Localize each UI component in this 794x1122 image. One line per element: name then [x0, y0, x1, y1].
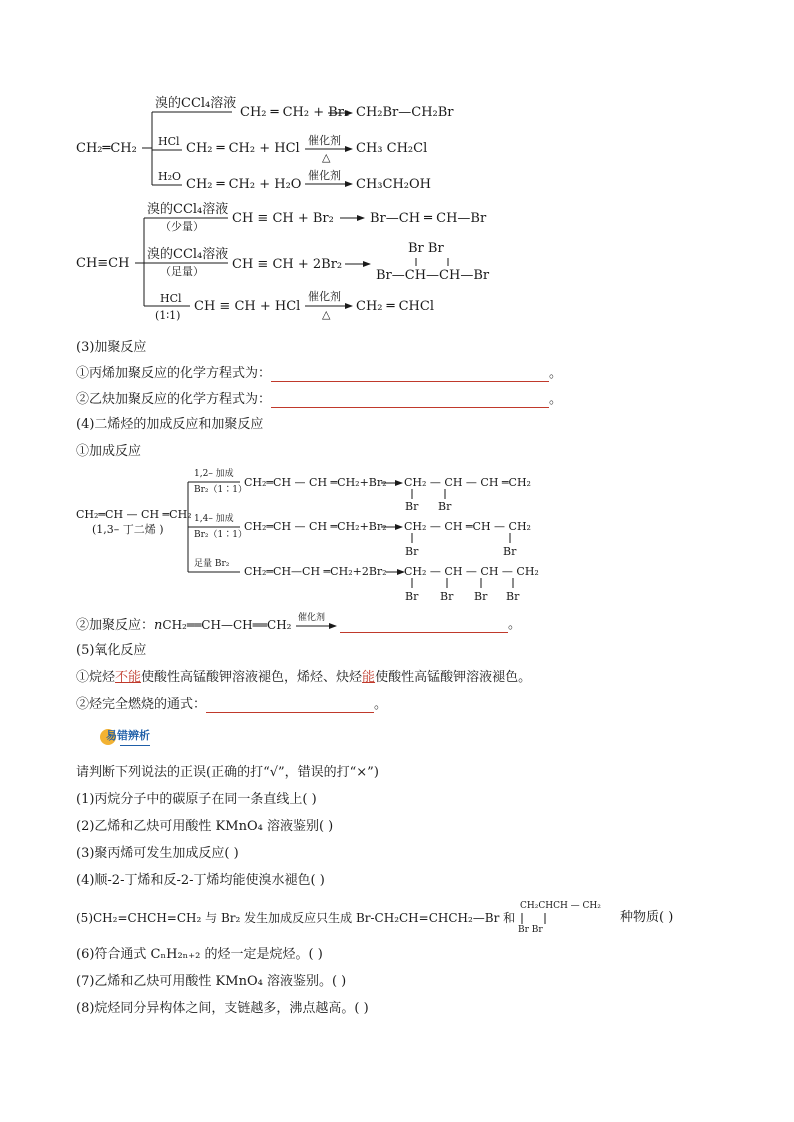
sec5-line1-c: 使酸性高锰酸钾溶液褪色。 — [375, 670, 532, 685]
sec4-sub2-equation: CH₂══CH—CH══CH₂ — [162, 618, 292, 632]
ethene-r3-catalyst: 催化剂 — [308, 169, 341, 182]
diene-b1-br2: Br — [438, 500, 452, 513]
error-analysis-badge — [100, 727, 150, 747]
sec3-q1-blank[interactable] — [271, 369, 549, 382]
sec4-sub2-blank[interactable] — [340, 620, 508, 633]
sec5-line2 — [76, 697, 387, 713]
ethyne-r3-condition: HCl — [160, 292, 182, 305]
ethyne-r1-note: （少量） — [160, 220, 204, 233]
diene-b3-product: CH₂ — CH — CH — CH₂ — [404, 565, 539, 578]
diene-b2-ratio: Br₂（1∶1） — [194, 530, 247, 540]
sec4-sub2-prefix: ②加聚反应： — [76, 618, 155, 633]
ethyne-r3-equation: CH ≡ CH + HCl — [194, 299, 301, 314]
judge-q7[interactable]: (7)乙烯和乙炔可用酸性 KMnO₄ 溶液鉴别。( ) — [76, 974, 347, 989]
sec4-sub2-n: n — [154, 618, 163, 633]
diene-b2-condition: 1,4– 加成 — [194, 514, 234, 524]
sec5-line1-a: ①烷烃 — [76, 670, 116, 685]
sec3-q1 — [76, 366, 562, 382]
sec5-line1-can: 能 — [362, 670, 376, 685]
judge-q6[interactable]: (6)符合通式 CₙH₂ₙ₊₂ 的烃一定是烷烃。( ) — [76, 947, 323, 962]
ethene-r1-equation: CH₂ ═ CH₂ + Br₂ — [240, 105, 350, 120]
ethyne-r2-equation: CH ≡ CH + 2Br₂ — [232, 257, 343, 272]
judge-q5-structure: CH₂CHCH — CH₂ — [520, 901, 601, 911]
ethene-r2-condition: HCl — [158, 135, 180, 148]
diene-b1-condition: 1,2– 加成 — [194, 469, 234, 479]
ethyne-r1-condition: 溴的CCl₄溶液 — [147, 202, 229, 217]
sec4-sub1: ①加成反应 — [76, 444, 142, 459]
ethyne-r2-note: （足量） — [160, 265, 204, 278]
diene-b2-equation: CH₂═CH — CH ═CH₂+Br₂ — [244, 520, 387, 533]
diene-b2-product: CH₂ — CH ═CH — CH₂ — [404, 520, 531, 533]
judge-q4[interactable]: (4)顺-2-丁烯和反-2-丁烯均能使溴水褪色( ) — [76, 873, 325, 888]
ethene-r2-heat: △ — [322, 151, 331, 164]
sec5-line1-cannot: 不能 — [115, 670, 142, 685]
badge-underline — [120, 745, 150, 746]
ethene-r1-condition: 溴的CCl₄溶液 — [155, 96, 237, 111]
sec3-q1-end: 。 — [549, 366, 563, 381]
diene-b3-br1: Br — [405, 590, 419, 603]
judge-q5-b[interactable]: 种物质( ) — [620, 910, 674, 925]
ethene-r3-condition: H₂O — [158, 170, 182, 183]
sec4-sub2 — [76, 617, 292, 634]
ethene-r2-product: CH₃ CH₂Cl — [356, 141, 428, 156]
judge-q2[interactable]: (2)乙烯和乙炔可用酸性 KMnO₄ 溶液鉴别( ) — [76, 819, 334, 834]
sec4-sub2-answer — [340, 617, 521, 633]
ethene-r2-catalyst: 催化剂 — [308, 134, 341, 147]
ethene-reactant: CH₂═CH₂ — [76, 141, 137, 156]
sec3-q2-blank[interactable] — [271, 395, 549, 408]
ethyne-r3-product: CH₂ ═ CHCl — [356, 299, 434, 314]
ethyne-r3-heat: △ — [322, 308, 331, 321]
sec5-heading: (5)氧化反应 — [76, 643, 147, 658]
sec3-q2-end: 。 — [549, 392, 563, 407]
ethyne-reactant: CH≡CH — [76, 256, 130, 271]
sec3-q1-text: ①丙烯加聚反应的化学方程式为： — [76, 366, 272, 381]
sec5-line2-text: ②烃完全燃烧的通式： — [76, 697, 207, 712]
sec5-line1 — [76, 670, 531, 686]
ethene-r2-equation: CH₂ ═ CH₂ + HCl — [186, 141, 300, 156]
badge-label: 易错辨析 — [106, 729, 150, 742]
judge-q1[interactable]: (1)丙烷分子中的碳原子在同一条直线上( ) — [76, 792, 317, 807]
ethene-r3-equation: CH₂ ═ CH₂ + H₂O — [186, 177, 302, 192]
sec4-heading: (4)二烯烃的加成反应和加聚反应 — [76, 417, 264, 432]
sec5-line2-blank[interactable] — [206, 700, 374, 713]
judge-q5-br: Br Br — [518, 925, 543, 935]
diene-b1-ratio: Br₂（1∶1） — [194, 485, 247, 495]
ethyne-r2-product-top: Br Br — [408, 241, 444, 256]
diene-b3-br4: Br — [506, 590, 520, 603]
sec4-sub2-end: 。 — [508, 617, 522, 632]
sec5-line2-end: 。 — [374, 697, 388, 712]
judge-q5-a[interactable]: (5)CH₂=CHCH=CH₂ 与 Br₂ 发生加成反应只生成 Br-CH₂CH=CHCH₂—Br 和 — [76, 911, 516, 925]
sec3-q2-text: ②乙炔加聚反应的化学方程式为： — [76, 392, 272, 407]
diene-b1-product: CH₂ — CH — CH ═CH₂ — [404, 476, 531, 489]
diene-reactant: CH₂═CH — CH ═CH₂ — [76, 508, 192, 521]
diene-b3-br2: Br — [440, 590, 454, 603]
diene-b1-equation: CH₂═CH — CH ═CH₂+Br₂ — [244, 476, 387, 489]
diene-b3-equation: CH₂═CH—CH ═CH₂+2Br₂ — [244, 565, 387, 578]
diene-b3-br3: Br — [474, 590, 488, 603]
judge-q8[interactable]: (8)烷烃同分异构体之间，支链越多，沸点越高。( ) — [76, 1001, 369, 1016]
judge-intro: 请判断下列说法的正误(正确的打“√”，错误的打“×”) — [76, 765, 379, 780]
ethyne-r1-product: Br—CH ═ CH—Br — [370, 211, 487, 226]
ethyne-r1-equation: CH ≡ CH + Br₂ — [232, 211, 334, 226]
diene-b1-br1: Br — [405, 500, 419, 513]
sec4-sub2-catalyst: 催化剂 — [298, 613, 326, 623]
ethyne-r3-catalyst: 催化剂 — [308, 290, 341, 303]
diene-b2-br1: Br — [405, 545, 419, 558]
ethyne-r2-condition: 溴的CCl₄溶液 — [147, 247, 229, 262]
ethene-r3-product: CH₃CH₂OH — [356, 177, 431, 192]
diene-b2-br2: Br — [503, 545, 517, 558]
diene-reactant-name: (1,3– 丁二烯 ) — [92, 523, 164, 536]
ethyne-r2-product: Br—CH—CH—Br — [376, 268, 490, 283]
diene-b3-condition: 足量 Br₂ — [194, 559, 230, 569]
sec3-heading: (3)加聚反应 — [76, 340, 147, 355]
sec3-q2 — [76, 392, 562, 408]
sec5-line1-b: 使酸性高锰酸钾溶液褪色，烯烃、炔烃 — [141, 670, 363, 685]
ethyne-r3-note: (1∶1) — [155, 309, 181, 322]
ethene-r1-product: CH₂Br—CH₂Br — [356, 105, 454, 120]
judge-q3[interactable]: (3)聚丙烯可发生加成反应( ) — [76, 846, 239, 861]
